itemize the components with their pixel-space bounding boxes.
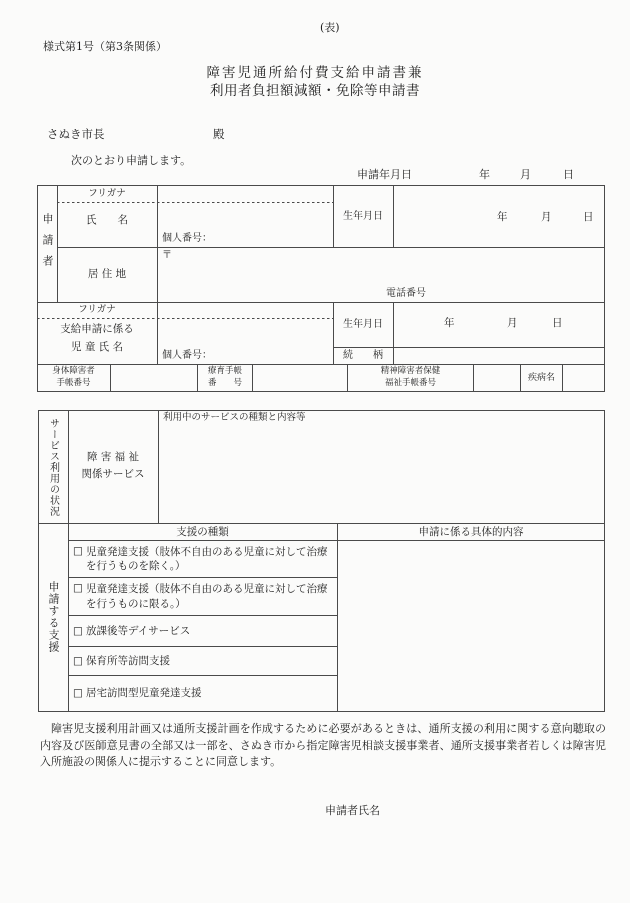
mental-handbook-label-line1: 精神障害者保健 bbox=[380, 366, 441, 376]
mental-handbook-field[interactable] bbox=[474, 365, 520, 391]
support-item bbox=[68, 616, 337, 646]
side-label: (表) bbox=[320, 21, 340, 34]
applicant-name-field[interactable] bbox=[158, 203, 333, 229]
applicant-furigana-label: フリガナ bbox=[88, 188, 126, 199]
applicant-section-cell bbox=[37, 186, 57, 302]
child-birthdate-field[interactable] bbox=[394, 302, 604, 347]
service-row-label-line1: 障 害 福 祉 bbox=[86, 451, 139, 463]
child-birthdate-label: 生年月日 bbox=[343, 319, 383, 330]
support-detail-field[interactable] bbox=[338, 541, 604, 711]
applicant-birthdate-label: 生年月日 bbox=[343, 211, 383, 222]
checkbox[interactable]: □ bbox=[73, 654, 83, 667]
checkbox[interactable]: □ bbox=[73, 545, 83, 557]
application-date-field[interactable] bbox=[420, 166, 605, 183]
disease-name-label: 疾病名 bbox=[527, 372, 555, 383]
child-relation-field[interactable] bbox=[394, 348, 604, 363]
child-furigana-field[interactable] bbox=[158, 303, 333, 318]
addressee-honorific: 殿 bbox=[213, 127, 225, 141]
form-title-line2: 利用者負担額減額・免除等申請書 bbox=[210, 83, 420, 99]
applicant-address-label: 居 住 地 bbox=[87, 268, 127, 280]
support-section-cell bbox=[38, 523, 68, 711]
child-relation-label: 続 柄 bbox=[343, 350, 383, 361]
form-title-line1: 障害児通所給付費支給申請書兼 bbox=[206, 65, 424, 81]
checkbox[interactable]: □ bbox=[73, 624, 83, 637]
addressee: さぬき市長 bbox=[47, 127, 105, 141]
applicant-name-label: 氏 名 bbox=[86, 214, 128, 226]
support-item bbox=[68, 578, 337, 615]
applicant-phone-field[interactable] bbox=[432, 285, 604, 301]
rehab-handbook-label bbox=[198, 366, 252, 389]
child-name-label-line2: 児 童 氏 名 bbox=[70, 341, 123, 353]
child-personal-number-label: 個人番号： bbox=[162, 350, 212, 361]
signature-field[interactable] bbox=[385, 800, 585, 820]
support-item-label: 居宅訪問型児童発達支援 bbox=[86, 687, 202, 700]
applicant-section-label: 申請者 bbox=[41, 212, 54, 276]
applicant-birthdate-month-label: 月 bbox=[541, 211, 552, 223]
service-cell-note: 利用中のサービスの種類と内容等 bbox=[163, 412, 306, 423]
applicant-furigana-field[interactable] bbox=[158, 187, 333, 202]
applicant-personal-number-label: 個人番号： bbox=[162, 233, 212, 244]
child-birthdate-day-label: 日 bbox=[552, 317, 563, 329]
support-item bbox=[68, 541, 337, 577]
child-birthdate-year-label: 年 bbox=[444, 317, 455, 329]
service-row-label-line2: 関係サービス bbox=[81, 468, 145, 480]
application-date-month-label: 月 bbox=[520, 168, 531, 181]
child-name-field[interactable] bbox=[158, 319, 333, 345]
physical-handbook-label-line1: 身体障害者 bbox=[52, 366, 95, 376]
application-date-label: 申請年月日 bbox=[357, 168, 412, 181]
service-status-section-cell bbox=[38, 411, 68, 523]
support-item-label: 児童発達支援（肢体不自由のある児童に対して治療を行うものに限る。） bbox=[86, 583, 328, 610]
support-detail-header: 申請に係る具体的内容 bbox=[418, 526, 524, 538]
checkbox[interactable]: □ bbox=[73, 582, 83, 594]
service-status-section-label: サービス利用の状況 bbox=[47, 417, 59, 517]
support-item bbox=[68, 647, 337, 675]
applicant-personal-number-field[interactable] bbox=[222, 229, 332, 246]
consent-paragraph: 障害児支援利用計画又は通所支援計画を作成するために必要があるときは、通所支援の利用に関する意向聴取の内容及び医師意見書の全部又は一部を、さぬき市から指定障害児相談支援事業者、通所支援事業者若しくは障害児入所施設の関係人に提示することに同意します。 bbox=[40, 722, 606, 768]
mental-handbook-label-line2: 福祉手帳番号 bbox=[384, 377, 436, 388]
child-name-label-line1: 支給申請に係る bbox=[60, 323, 134, 335]
child-personal-number-field[interactable] bbox=[222, 347, 332, 363]
service-content-field[interactable] bbox=[159, 424, 604, 522]
rehab-handbook-label-line1: 療育手帳 bbox=[207, 366, 242, 376]
support-item-label: 保育所等訪問支援 bbox=[86, 654, 170, 667]
mental-handbook-label bbox=[348, 366, 473, 389]
support-item-label: 児童発達支援（肢体不自由のある児童に対して治療を行うものを除く。） bbox=[86, 545, 328, 572]
support-section-label: 申請する支援 bbox=[47, 581, 60, 653]
physical-handbook-label bbox=[38, 366, 109, 389]
postal-mark: 〒 bbox=[162, 250, 172, 261]
form-number: 様式第1号（第3条関係） bbox=[43, 40, 167, 53]
applicant-birthdate-day-label: 日 bbox=[583, 211, 594, 223]
checkbox[interactable]: □ bbox=[73, 687, 83, 700]
intro-text: 次のとおり申請します。 bbox=[71, 154, 192, 167]
application-date-year-label: 年 bbox=[479, 168, 490, 181]
physical-handbook-field[interactable] bbox=[111, 365, 197, 391]
rehab-handbook-field[interactable] bbox=[253, 365, 347, 391]
child-birthdate-month-label: 月 bbox=[507, 317, 518, 329]
support-item-label: 放課後等デイサービス bbox=[86, 624, 191, 637]
applicant-birthdate-year-label: 年 bbox=[497, 211, 508, 223]
physical-handbook-label-line2: 手帳番号 bbox=[56, 377, 91, 388]
support-item bbox=[68, 676, 337, 711]
rehab-handbook-label-line2: 番 号 bbox=[207, 377, 242, 388]
applicant-phone-label: 電話番号 bbox=[386, 288, 426, 299]
disease-name-field[interactable] bbox=[563, 365, 604, 391]
signature-label: 申請者氏名 bbox=[325, 804, 380, 817]
child-furigana-label: フリガナ bbox=[78, 304, 116, 315]
application-date-day-label: 日 bbox=[563, 168, 574, 181]
applicant-address-field[interactable] bbox=[176, 248, 604, 284]
support-type-header: 支援の種類 bbox=[176, 526, 229, 538]
